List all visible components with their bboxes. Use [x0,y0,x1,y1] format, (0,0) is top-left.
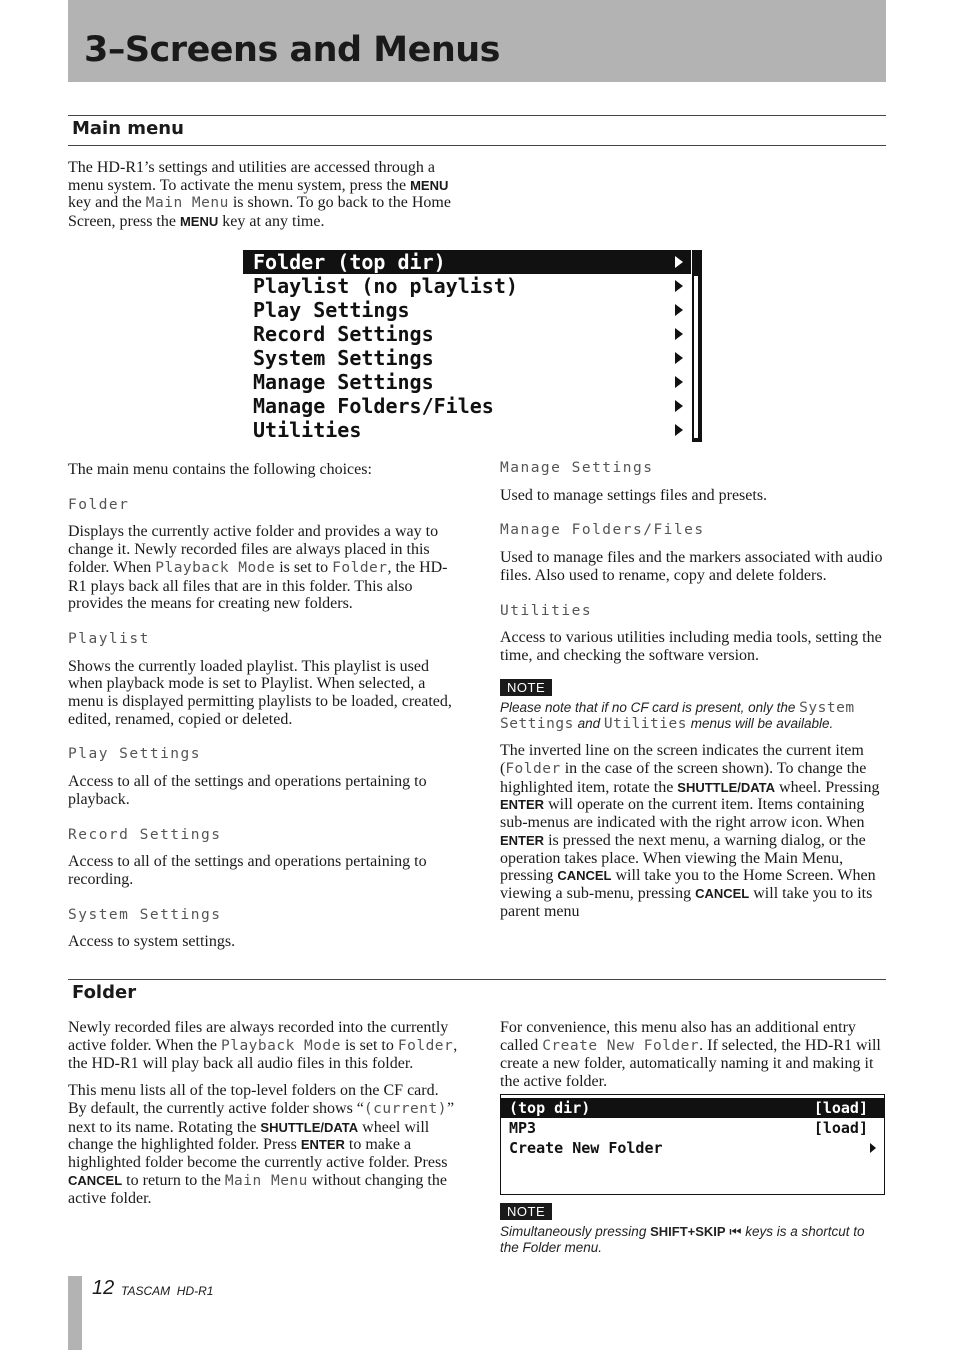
text: Displays the currently active folder and provides a way to change it. Newly recorded files are always placed in this folder. When [68,523,439,576]
key-cancel: CANCEL [695,885,750,901]
folder-row-mp3 [501,1118,884,1138]
text: will take you to its parent menu [500,884,873,920]
screen-term: Create New Folder [542,1037,700,1054]
screen-term: Main Menu [224,1172,308,1189]
folder-left-column [68,1019,458,1218]
key-menu: MENU [179,214,219,230]
folder-row-label: Create New Folder [509,1139,663,1157]
note-badge: NOTE [500,679,552,696]
item-desc-folder [68,523,458,613]
intro-text: The HD-R1’s settings and utilities are accessed through a menu system. To activate the menu system, press the [68,159,436,194]
main-menu-screen [243,250,703,443]
screen-item-record-settings [243,322,691,346]
folder-paragraph-3 [500,1019,886,1091]
screen-scrollbar [692,250,702,442]
intro-text: key at any time. [218,213,325,231]
screen-term: Playback Mode [220,1037,341,1054]
left-column [68,461,458,961]
screen-term: (current) [363,1100,447,1117]
key-shuttle-data: SHUTTLE/DATA [260,1119,359,1135]
item-desc-record-settings: Access to all of the settings and operations pertaining to recording. [68,853,427,888]
text: in the case of the screen shown). To change the highlighted item, rotate the [500,760,867,796]
intro-text: is shown. To go back to the Home Screen, press the [68,194,451,231]
text: is set to [340,1036,398,1054]
screen-item-label: Manage Settings [253,370,434,394]
section-heading-folder: Folder [72,982,137,1003]
item-desc-play-settings: Access to all of the settings and operations pertaining to playback. [68,773,427,808]
screen-item-label: Playlist (no playlist) [253,274,518,298]
item-title-manage-folders: Manage Folders/Files [500,522,705,539]
main-menu-intro [68,159,453,231]
item-title-playlist: Playlist [68,630,150,647]
item-title-manage-settings: Manage Settings [500,460,654,476]
key-enter: ENTER [500,797,545,813]
section-rule-bottom [68,145,886,146]
item-desc-manage-settings: Used to manage settings files and presets. [500,486,768,504]
item-title-system-settings: System Settings [68,906,222,923]
note-cf-card [500,700,886,732]
folder-row-top-dir [501,1098,884,1118]
text: . If selected, the HD-R1 will create a new folder, automatically naming it and making it the active folder. [500,1036,881,1091]
folder-paragraph-1 [68,1019,458,1073]
item-desc-manage-folders: Used to manage files and the markers associated with audio files. Also used to rename, copy and delete folders. [500,549,883,584]
text: For convenience, this menu also has an additional entry called [500,1019,856,1054]
screen-item-manage-settings [243,370,691,394]
text: The inverted line on the screen indicates the current item ( [500,742,864,778]
item-desc-system-settings: Access to system settings. [68,933,236,951]
screen-item-label: System Settings [253,346,434,370]
screen-item-label: Folder (top dir) [253,250,446,274]
screen-item-manage-folders [243,394,691,418]
screen-term: Folder [332,559,388,576]
section-rule-top [68,115,886,116]
screen-term: Playback Mode [155,559,276,576]
key-cancel: CANCEL [68,1172,123,1188]
inverted-line-paragraph [500,742,886,920]
screen-item-system-settings [243,346,691,370]
key-shift-skip: SHIFT+SKIP [650,1224,726,1239]
note-text: keys is a shortcut to the Folder menu. [500,1224,865,1255]
right-arrow-icon [675,304,683,316]
screen-item-label: Play Settings [253,298,410,322]
screen-term: Folder [505,761,561,778]
folder-paragraph-2 [68,1082,458,1208]
item-title-utilities: Utilities [500,602,593,619]
note-shift-skip [500,1224,886,1256]
screen-term: Main Menu [145,195,229,212]
page-number: 12 [92,1277,115,1299]
folder-screen [500,1094,885,1195]
screen-item-folder [243,250,691,274]
screen-item-utilities [243,418,691,442]
screen-item-label: Utilities [253,418,362,442]
note-text: menus will be available. [686,716,834,732]
note-text: and [573,716,604,732]
text: is pressed the next menu, a warning dialog, or the operation takes place. When viewing the Main Menu, pressing [500,831,866,885]
right-arrow-icon [675,400,683,412]
folder-right-column [500,1019,886,1101]
text: will take you to the Home Screen. When viewing a sub-menu, pressing [500,867,876,902]
text: , the HD-R1 will play back all audio files in this folder. [68,1036,458,1073]
chapter-title: 3–Screens and Menus [84,30,500,70]
screen-term: Utilities [603,716,687,733]
item-title-folder: Folder [68,496,130,513]
text: will operate on the current item. Items containing sub-menus are indicated with the right arrow icon. When [500,796,865,832]
text: This menu lists all of the top-level folders on the CF card. By default, the currently active folder shows “ [68,1082,439,1117]
right-column [500,460,886,930]
key-shuttle-data: SHUTTLE/DATA [677,779,776,795]
item-title-play-settings: Play Settings [68,746,201,763]
folder-row-create-new [501,1138,884,1158]
screen-item-label: Manage Folders/Files [253,394,494,418]
text: ” next to its name. Rotating the [68,1099,455,1136]
screen-term: Folder [397,1037,454,1054]
right-arrow-icon [675,424,683,436]
note-text: Simultaneously pressing [500,1224,651,1239]
right-arrow-icon [675,328,683,340]
right-arrow-icon [675,352,683,364]
text: is set to [275,558,333,576]
footer-bar [68,1276,82,1350]
note-2-container [500,1203,552,1225]
right-arrow-icon [870,1143,876,1153]
item-desc-utilities: Access to various utilities including media tools, setting the time, and checking the software version. [500,629,882,664]
folder-row-status: [load] [813,1119,868,1137]
key-menu: MENU [410,177,449,193]
screen-item-play-settings [243,298,691,322]
text: Newly recorded files are always recorded into the currently active folder. When the [68,1019,449,1054]
skip-back-icon: ⏮ [729,1224,742,1239]
footer-brand: TASCAM HD-R1 [121,1284,214,1298]
key-enter: ENTER [300,1137,345,1153]
key-cancel: CANCEL [557,868,612,884]
item-desc-playlist: Shows the currently loaded playlist. This playlist is used when playback mode is set to Playlist. When selected, a menu is displayed permitting playlists to be loaded, created, edited, renamed, copied or deleted. [68,657,452,728]
right-arrow-icon [675,256,683,268]
section-heading-main-menu: Main menu [72,118,184,139]
right-arrow-icon [675,376,683,388]
text: to return to the [122,1171,225,1189]
note-text: Please note that if no CF card is present, only the [500,700,800,716]
key-enter: ENTER [500,832,545,848]
screen-item-playlist [243,274,691,298]
folder-section-rule [68,979,886,980]
folder-row-status: [load] [813,1099,868,1117]
text: wheel. Pressing [775,778,880,796]
folder-row-label: (top dir) [509,1099,591,1117]
text: , the HD-R1 plays back all files that are in this folder. This also provides the means for creating new folders. [68,558,448,613]
text: to make a highlighted folder become the currently active folder. Press [68,1136,448,1171]
note-badge: NOTE [500,1203,552,1220]
text: wheel will change the highlighted folder. Press [68,1118,430,1154]
scrollbar-track [694,276,698,438]
choices-intro: The main menu contains the following choices: [68,461,372,478]
text: without changing the active folder. [68,1171,447,1208]
folder-row-label: MP3 [509,1119,537,1137]
screen-term: System Settings [500,700,855,733]
item-title-record-settings: Record Settings [68,826,222,843]
intro-text: key and the [68,194,146,212]
screen-item-label: Record Settings [253,322,434,346]
right-arrow-icon [675,280,683,292]
